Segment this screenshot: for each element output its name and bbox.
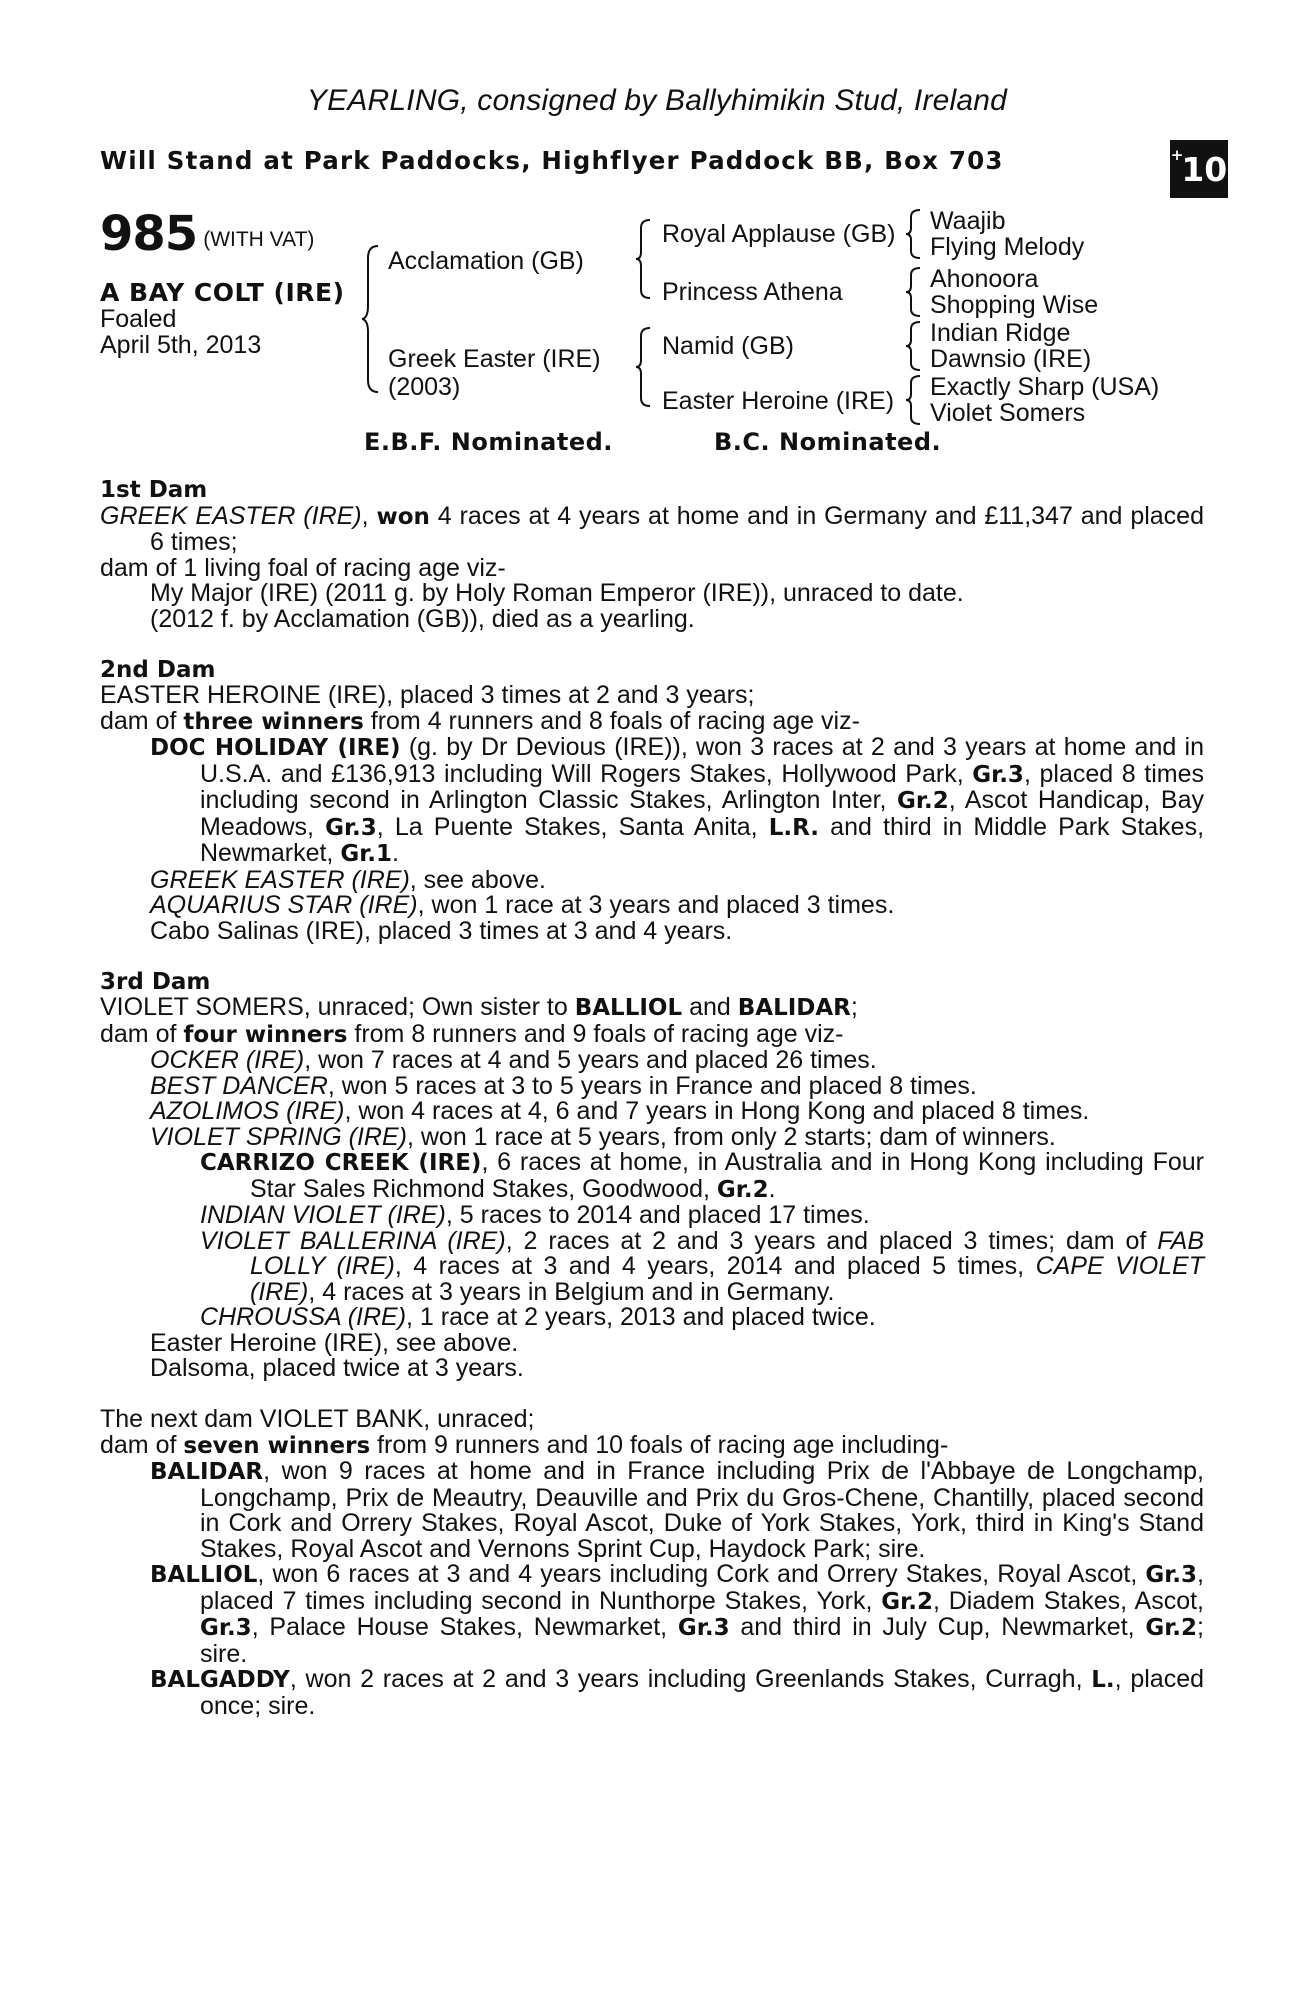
- record-text: , won 4 races at 4, 6 and 7 years in Hong Kong and placed 8 times.: [344, 1097, 1090, 1125]
- progeny-doc-holiday: [100, 735, 1204, 868]
- pedigree-ds-dam: Dawnsio (IRE): [930, 345, 1092, 373]
- third-dam-heading: 3rd Dam: [100, 968, 211, 995]
- grade-label: Gr.2: [1145, 1615, 1198, 1641]
- intro-text: from 4 runners and 8 foals of racing age viz-: [363, 706, 860, 735]
- foaled-info: [100, 306, 261, 358]
- grade-label: L.: [1091, 1667, 1115, 1693]
- winners-count: seven winners: [183, 1432, 371, 1459]
- record-text: , 6 races at home, in Australia and in Hong Kong including Four Star Sales Richmond Stakes, Goodwood,: [250, 1148, 1204, 1203]
- record-text: , won 7 races at 4 and 5 years and placed 26 times.: [304, 1046, 877, 1074]
- winners-count: three winners: [183, 708, 364, 735]
- progeny-balliol: [100, 1562, 1204, 1667]
- intro-text: dam of: [100, 1430, 184, 1459]
- record-text: and third in July Cup, Newmarket,: [729, 1613, 1146, 1641]
- pedigree-ds-sire: Indian Ridge: [930, 319, 1071, 347]
- progeny-carrizo-creek: [100, 1150, 1204, 1203]
- horse-name: AZOLIMOS (IRE): [150, 1097, 345, 1125]
- progeny-balidar: [100, 1459, 1204, 1562]
- horse-name: OCKER (IRE): [150, 1046, 305, 1074]
- third-dam-intro: [100, 1019, 1204, 1049]
- progeny-dalsoma: Dalsoma, placed twice at 3 years.: [150, 1354, 524, 1382]
- horse-name: BALLIOL: [574, 995, 683, 1021]
- record-text: VIOLET SOMERS, unraced; Own sister to: [100, 993, 575, 1021]
- record-text: .: [392, 839, 399, 867]
- horse-name: VIOLET BALLERINA (IRE): [200, 1226, 506, 1255]
- third-dam-line: [100, 995, 1204, 1022]
- horse-name: CHROUSSA (IRE): [200, 1303, 407, 1331]
- record-text: , Diadem Stakes, Ascot,: [932, 1586, 1204, 1615]
- pedigree-sire: Acclamation (GB): [388, 247, 584, 275]
- record-text: , won 2 races at 2 and 3 years including Greenlands Stakes, Curragh,: [289, 1665, 1092, 1693]
- pedigree-brace-ds: [906, 320, 922, 372]
- horse-name: VIOLET SPRING (IRE): [150, 1122, 407, 1151]
- record-text: ; sire.: [200, 1613, 1204, 1668]
- horse-name: BALIDAR: [737, 995, 851, 1021]
- pedigree-brace-dam: [636, 326, 652, 408]
- horse-name: AQUARIUS STAR (IRE): [150, 891, 418, 919]
- pedigree-dam-sire: Namid (GB): [662, 332, 794, 360]
- pedigree-brace-dd: [906, 374, 922, 426]
- horse-name: CAPE VIOLET (IRE): [250, 1252, 1204, 1306]
- progeny-aquarius-star: [100, 893, 1204, 919]
- pedigree-dam-year: (2003): [388, 373, 461, 401]
- horse-name: BALGADDY: [150, 1667, 290, 1693]
- next-dam-line: The next dam VIOLET BANK, unraced;: [100, 1405, 535, 1433]
- progeny-greek-easter: [100, 865, 1204, 894]
- pedigree-sire-sire: Royal Applause (GB): [662, 220, 896, 248]
- record-text: , Palace House Stakes, Newmarket,: [251, 1613, 678, 1641]
- pedigree-dd-dam: Violet Somers: [930, 399, 1086, 427]
- progeny-best-dancer: [100, 1071, 1204, 1100]
- progeny-easter-heroine: Easter Heroine (IRE), see above.: [150, 1328, 519, 1357]
- pedigree-brace-ss: [906, 208, 922, 260]
- first-dam-record-text: 4 races at 4 years at home and in Germany and £11,347 and placed 6 times;: [150, 501, 1204, 556]
- badge-text: 10: [1181, 149, 1228, 189]
- second-dam-intro: [100, 706, 1204, 736]
- first-dam-heading: 1st Dam: [100, 477, 208, 503]
- record-text: , placed 7 times including second in Nunthorpe Stakes, York,: [200, 1560, 1204, 1615]
- pedigree-dam: Greek Easter (IRE): [388, 345, 601, 373]
- progeny-indian-violet: [100, 1203, 1204, 1229]
- grade-label: Gr.2: [897, 788, 949, 814]
- ebf-nomination: E.B.F. Nominated.: [364, 428, 613, 456]
- lot-badge: [1170, 140, 1228, 198]
- progeny-violet-spring: [100, 1122, 1204, 1151]
- intro-text: dam of: [100, 1019, 184, 1048]
- progeny-balgaddy: [100, 1667, 1204, 1719]
- pedigree-brace-main: [362, 244, 382, 394]
- progeny-chroussa: [100, 1305, 1204, 1331]
- grade-label: Gr.3: [325, 814, 377, 841]
- record-text: and third in Middle Park Stakes, Newmarket,: [200, 812, 1205, 867]
- horse-name: INDIAN VIOLET (IRE): [200, 1201, 446, 1229]
- pedigree-ss-sire: Waajib: [930, 207, 1006, 235]
- grade-label: Gr.2: [881, 1588, 933, 1615]
- pedigree-brace-sd: [906, 266, 922, 318]
- record-text: , placed once; sire.: [200, 1665, 1205, 1720]
- lot-number: 985: [100, 206, 198, 262]
- horse-name: DOC HOLIDAY (IRE): [150, 735, 401, 761]
- record-text: , 4 races at 3 and 4 years, 2014 and placed 5 times,: [394, 1252, 1036, 1280]
- record-text: , won 1 race at 3 years and placed 3 times.: [417, 891, 895, 919]
- grade-label: L.R.: [768, 814, 820, 841]
- first-dam-progeny-intro: dam of 1 living foal of racing age viz-: [100, 553, 506, 582]
- grade-label: Gr.2: [716, 1176, 769, 1203]
- grade-label: Gr.3: [1145, 1562, 1198, 1588]
- pedigree-ss-dam: Flying Melody: [930, 233, 1085, 261]
- second-dam-line: EASTER HEROINE (IRE), placed 3 times at 2 and 3 years;: [100, 681, 755, 709]
- second-dam-heading: 2nd Dam: [100, 656, 216, 683]
- list-item: My Major (IRE) (2011 g. by Holy Roman Emperor (IRE)), unraced to date.: [150, 579, 964, 607]
- lot-description: A BAY COLT (IRE): [100, 278, 345, 307]
- horse-name: GREEK EASTER (IRE): [150, 865, 410, 894]
- record-text: , won 5 races at 3 to 5 years in France and placed 8 times.: [327, 1071, 977, 1100]
- record-text: , Ascot Handicap, Bay Meadows,: [200, 786, 1204, 841]
- intro-text: dam of: [100, 706, 184, 735]
- record-text: , won 1 race at 5 years, from only 2 starts; dam of winners.: [406, 1122, 1056, 1151]
- stand-location: Will Stand at Park Paddocks, Highflyer Paddock BB, Box 703: [100, 146, 1004, 175]
- horse-name: BALIDAR: [150, 1459, 264, 1485]
- horse-name: BALLIOL: [150, 1562, 258, 1588]
- page-header: YEARLING, consigned by Ballyhimikin Stud, Ireland: [306, 84, 1008, 117]
- progeny-ocker: [100, 1048, 1204, 1074]
- catalogue-body: [100, 478, 1204, 1719]
- progeny-cabo-salinas: Cabo Salinas (IRE), placed 3 times at 3 and 4 years.: [150, 916, 733, 945]
- vat-note: (WITH VAT): [203, 228, 315, 251]
- record-text: and: [682, 993, 738, 1021]
- first-dam-name: GREEK EASTER (IRE): [100, 501, 362, 530]
- list-item: (2012 f. by Acclamation (GB)), died as a yearling.: [150, 604, 695, 633]
- grade-label: Gr.1: [340, 841, 392, 867]
- pedigree-sd-dam: Shopping Wise: [930, 291, 1099, 319]
- pedigree-brace-sire: [636, 218, 652, 300]
- horse-name: BEST DANCER: [150, 1071, 328, 1100]
- intro-text: from 9 runners and 10 foals of racing age including-: [370, 1430, 949, 1459]
- grade-label: Gr.3: [972, 761, 1024, 788]
- horse-name: CARRIZO CREEK (IRE): [200, 1150, 482, 1176]
- record-text: , La Puente Stakes, Santa Anita,: [376, 812, 769, 841]
- record-text: (g. by Dr Devious (IRE)), won 3 races at 2 and 3 years at home and in U.S.A. and £136,913 including Will Rogers Stakes, Hollywood Park,: [200, 733, 1204, 788]
- progeny-violet-ballerina: [100, 1226, 1204, 1306]
- next-dam-intro: [100, 1430, 1204, 1460]
- record-text: , 5 races to 2014 and placed 17 times.: [445, 1201, 870, 1229]
- record-text: , won 9 races at home and in France including Prix de l'Abbaye de Longchamp, Longchamp, Prix de Meautry, Deauville and Prix du Gros-Chene, Chantilly, placed second in Cork and Orrery Stakes, Royal Ascot, Duke of York Stakes, York, third in King's Stand Stakes, Royal Ascot and Vernons Sprint Cup, Haydock Park; sire.: [200, 1457, 1204, 1563]
- pedigree-dd-sire: Exactly Sharp (USA): [930, 373, 1160, 401]
- record-text: , 1 race at 2 years, 2013 and placed twice.: [406, 1303, 876, 1331]
- won-label: won: [376, 503, 430, 530]
- record-text: ;: [850, 993, 858, 1021]
- bc-nomination: B.C. Nominated.: [714, 428, 942, 456]
- pedigree-sd-sire: Ahonoora: [930, 265, 1039, 293]
- grade-label: Gr.3: [677, 1615, 730, 1641]
- horse-name: FAB LOLLY (IRE): [250, 1226, 1204, 1280]
- pedigree-dam-dam: Easter Heroine (IRE): [662, 387, 895, 415]
- grade-label: Gr.3: [200, 1615, 252, 1641]
- record-text: .: [768, 1174, 776, 1203]
- record-text: , won 6 races at 3 and 4 years including Cork and Orrery Stakes, Royal Ascot,: [257, 1560, 1146, 1588]
- foaled-label: Foaled: [100, 305, 177, 333]
- first-dam-record: GREEK EASTER (IRE), won 4 races at 4 years at home and in Germany and £11,347 and placed 6 times;: [100, 501, 1204, 556]
- foaled-date: April 5th, 2013: [100, 331, 262, 359]
- record-text: , see above.: [409, 865, 546, 894]
- record-text: , 2 races at 2 and 3 years and placed 3 times; dam of: [505, 1226, 1158, 1255]
- intro-text: from 8 runners and 9 foals of racing age viz-: [347, 1019, 844, 1048]
- badge-plus: +: [1170, 146, 1184, 164]
- record-text: , 4 races at 3 years in Belgium and in Germany.: [308, 1277, 835, 1306]
- progeny-azolimos: [100, 1099, 1204, 1125]
- winners-count: four winners: [183, 1021, 348, 1048]
- pedigree-sire-dam: Princess Athena: [662, 278, 843, 306]
- record-text: , placed 8 times including second in Arlington Classic Stakes, Arlington Inter,: [200, 759, 1204, 814]
- lot-number-line: [100, 206, 314, 262]
